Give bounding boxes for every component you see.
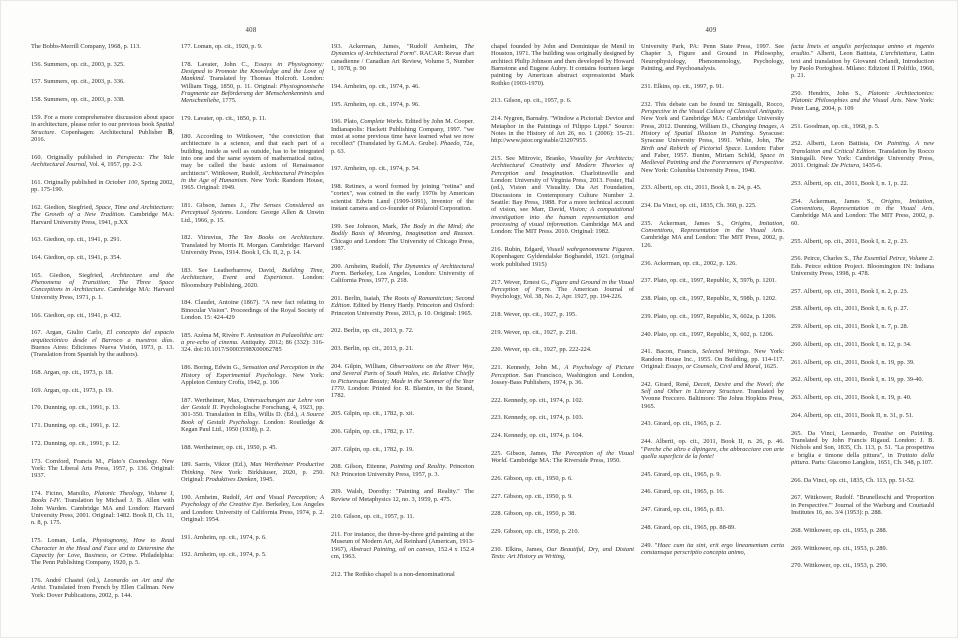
note-entry: 241. Bacon, Francis, Selected Writings. New York: Random House Inc., 1955. On Building, pp. 114-117. Original: Essays, or Counsels, Civil and Moral, 1625. — [641, 348, 784, 370]
notes-column — [791, 43, 934, 629]
note-entry: 156. Summers, op. cit., 2003, p. 325. — [31, 60, 125, 68]
note-entry: 216. Rubin, Edgard, Visuell wahrgenommene Figuren. Kopenhagen: Gyldendalske Boghandel, 1921. (original work published 1915) — [491, 246, 634, 268]
notes-column — [331, 43, 474, 629]
note-entry: 164. Giedion, op. cit., 1941, p. 354. — [31, 254, 122, 262]
note-entry: 229. Gibson, op. cit., 1950, p. 210. — [491, 528, 580, 536]
note-entry: 191. Arnheim, op. cit., 1974, p. 6. — [181, 533, 267, 541]
note-entry: 215. See Mitrovic, Branko, Visuality for Architects; Architectural Creativity and Modern Theories of Perception and Imagination. Charlottesville and London: University of Virginia Press, 2013. Foster, Hal (ed.), Vision and Visuality. Dia Art Foundation, Discussions in Contemporary Culture Number 2. Seattle: Bay Press, 1988. For a more technical account of vision, see Marr, David, Vision; A computational investigation into the human representation and processing of visual information. Cambridge MA and London: The MIT Press. 2010. Original: 1982. — [491, 154, 634, 236]
note-entry: 204. Gilpin, William, Observations on the River Wye, and Several Parts of South Wales, etc. Relative Chiefly to Picturesque Beauty; Made in the Summer of the Year 1770. London: Printed for. R. Blamire, in the Strand, 1782. — [331, 362, 474, 400]
note-entry: 205. Gilpin, op. cit., 1782, p. xii. — [331, 410, 415, 418]
note-entry: 235. Ackerman, James S., Origins, Imitation, Conventions, Representation in the Visual Arts. Cambridge MA and London: The MIT Press, 2002, p. 126. — [641, 219, 784, 249]
note-entry: 213. Gilson, op. cit., 1957, p. 6. — [491, 97, 572, 105]
note-entry: 173. Cornford, Francis M., Plato's Cosmology. New York: The Liberal Arts Press, 1957, p. 136. Original: 1937. — [31, 457, 174, 480]
note-entry: 175. Loman, Leila, Physiognomy, How to Read Character in the Head and Face and to Determine the Capacity for Love, Business, or Crime. Philadelphia: The Penn Publishing Company, 1920, p. 5. — [31, 537, 174, 567]
note-entry: 174. Ficino, Marsilio, Platonic Theology, Volume I, Books I-IV. Translation by Michael J. B. Allen with John Warden. Cambridge MA and London: Harvard University Press, 2001. Original: 1482. Book II, Ch. 11, n. 8, p. 175. — [31, 490, 174, 527]
notes-column — [181, 43, 324, 629]
note-entry: 219. Wever, op. cit., 1927, p. 218. — [491, 328, 577, 336]
page-408 — [29, 1, 477, 639]
note-entry: 188. Wertheimer, op. cit., 1950, p. 45. — [181, 443, 278, 451]
note-entry: 259. Alberti, op. cit., 2011, Book I, n. 7, p. 28. — [791, 323, 909, 331]
note-entry: 222. Kennedy, op. cit., 1974, p. 102. — [491, 396, 584, 404]
note-entry: 177. Loman, op. cit., 1920, p. 9. — [181, 43, 263, 50]
notes-column — [641, 43, 784, 629]
note-entry: 168. Argan, op. cit., 1973, p. 18. — [31, 369, 113, 377]
note-entry: 236. Ackerman, op. cit., 2002, p. 126. — [641, 259, 737, 267]
note-entry: 194. Arnheim, op. cit., 1974, p. 46. — [331, 82, 420, 90]
note-entry: 260. Alberti, op. cit., 2011, Book I, n. 12, p. 34. — [791, 340, 912, 348]
note-entry: 160. Originally published in Perspecta: The Yale Architectural Journal, Vol. 4, 1957, pp. 2-3. — [31, 153, 174, 169]
publisher-b-logo: B — [167, 127, 173, 136]
note-entry: 257. Alberti, op. cit., 2011, Book I, n. 2, p. 23. — [791, 287, 909, 295]
note-entry: 263. Alberti, op. cit., 2011, Book I, n. 19, p. 40. — [791, 394, 912, 402]
note-entry: 186. Boring, Edwin G., Sensation and Perception in the History of Experimental Psychology. New York: Appleton Century Crofts, 1942, p. 106 — [181, 364, 324, 386]
note-entry: 193. Ackerman, James, "Rudolf Arnheim, The Dynamics of Architectural Form". RACAR: Revue d'art canadienne / Canadian Art Review, Volume 5, Number 1, 1978, p. 90 — [331, 43, 474, 73]
note-entry: 249. "Haec cum ita sint, erit ergo lineamentum certa constansque perscriptio concepta animo, — [641, 541, 784, 556]
note-entry: 255. Alberti, op. cit., 2011, Book I, n. 2, p. 23. — [791, 237, 909, 245]
note-entry: 262. Alberti, op. cit., 2011, Book I, n. 19, pp. 39-40. — [791, 376, 924, 384]
note-entry: 202. Berlin, op. cit., 2013, p. 72. — [331, 327, 414, 335]
note-entry: 197. Arnheim, op. cit., 1974, p. 54. — [331, 165, 420, 173]
note-entry: 217. Wever, Ernest G., Figure and Ground in the Visual Perception of Form. The American Journal of Psychology, Vol. 38, No. 2, Apr. 1927, pp. 194-226. — [491, 278, 634, 301]
note-entry: 190. Arnheim, Rudolf, Art and Visual Perception; A Psychology of the Creative Eye. Berkeley, Los Angeles and London: University of California Press, 1974, p. 2. Original: 1954. — [181, 493, 324, 523]
note-entry: 256. Peirce, Charles S., The Essential Peirce, Volume 2. Eds. Peirce edition Project. Bloomington IN: Indiana University Press, 1998, p. 478. — [791, 255, 934, 277]
note-entry: 187. Wertheimer, Max, Untersuchungen zur Lehre von der Gestalt II. Psychologische Forschung, 4, 1923, pp. 301-350. Translation in Ellis, Willis D. (Ed.), A Source Book of Gestalt Psychology. London: Routledge & Kegan Paul Ltd., 1950 (1938), p. 2. — [181, 396, 324, 433]
note-entry: 258. Alberti, op. cit., 2011, Book I, n. 6, p. 27. — [791, 305, 909, 313]
note-entry: 170. Dunning, op. cit., 1991, p. 13. — [31, 404, 120, 412]
page-number-left: 408 — [245, 27, 257, 34]
note-entry: 201. Berlin, Isaiah, The Roots of Romanticism; Second Edition. Edited by Henry Hardy. Princeton and Oxford: Princeton University Press, 2013, p. 10. Original: 1965. — [331, 295, 474, 317]
note-entry: 212. The Rothko chapel is a non-denominational — [331, 570, 455, 578]
note-entry: 264. Alberti, op. cit., 2011, Book II, n. 31, p. 51. — [791, 411, 914, 419]
note-entry: 266. Da Vinci, op. cit., 1835, Ch. 113, pp. 51-52. — [791, 476, 915, 484]
note-entry: The Bobbs-Merrill Company, 1968, p. 113. — [31, 43, 141, 50]
note-entry: 180. According to Wittkower, "the conviction that architecture is a science, and that each part of a building, inside as well as outside, has to be integrated into one and the same system of mathematical ratios, may be called the basic axiom of Renaissance architects". Wittkower, Rudolf, Architectural Principles in the Age of Humanism. New York: Random House, 1965. Original: 1949. — [181, 132, 324, 192]
note-entry: 233. Alberti, op. cit., 2011, Book I, n. 24, p. 45. — [641, 184, 762, 192]
note-entry: 214. Nygren, Barnaby. "Window a Pictorial: Device and Metaphor in the Paintings of Filippo Lippi." Source: Notes in the History of Art 26, no. 1 (2006): 15–21. http://www.jstor.org/stable/23207955. — [491, 115, 634, 145]
note-entry: 244. Alberti, op. cit., 2011, Book II, n. 26, p. 46. "Perche che altro e dipingere, che abbracciare con arte quella superficie de la fonte! — [641, 438, 784, 460]
note-entry: 221. Kennedy, John M., A Psychology of Picture Perception. San Francisco, Washington and London, Jossey-Bass Publishers, 1974, p. 36. — [491, 364, 634, 386]
note-entry: 184. Claudet, Antoine (1867). "A new fact relating to Binocular Vision". Proceedings of the Royal Society of London. 15: 424-429 — [181, 299, 324, 322]
note-entry: 209. Walsh, Dorothy: "Painting and Reality." The Review of Metaphysics 12, no. 3, 1959, p. 475. — [331, 488, 474, 503]
note-entry: 251. Goodman, op. cit., 1968, p. 5. — [791, 122, 880, 130]
note-entry: chapel founded by John and Dominique de Menil in Houston, 1971. The building was originally designed by architect Philip Johnson and then developed by Howard Barnstone and Eugene Aubry. It contains fourteen large painting by American abstract expressionist Mark Rothko (1903-1970). — [491, 43, 634, 87]
note-entry: University Park, PA: Penn State Press, 1997. See Chapter 3, Figure and Ground in Philosophy, Neurophysiology, Phenomenology, Psychology, Painting, and Psychoanalysis. — [641, 43, 784, 73]
note-entry: 234. Da Vinci, op. cit., 1835, Ch. 360, p. 225. — [641, 202, 757, 210]
note-entry: 196. Plato, Complete Works. Edited by John M. Cooper. Indianapolis: Hackett Publishing Company, 1997. "we must at some previous time have learned what we now recollect" (Translated by G.M.A. Grube). Phaedo, 72e, p. 63. — [331, 118, 474, 155]
page-409 — [489, 1, 937, 639]
note-entry: 226. Gibson, op. cit., 1950, p. 6. — [491, 474, 573, 482]
notes-column — [31, 43, 174, 629]
note-entry: 270. Wittkower, op. cit., 1953, p. 290. — [791, 562, 888, 570]
note-entry: 211. For instance, the three-by-three grid painting at the Museum of Modern Art, Ad Reinhard (American, 1913-1967), Abstract Painting, oil on canvas, 152.4 x 152.4 cm, 1963. — [331, 531, 474, 561]
note-entry: 261. Alberti, op. cit., 2011, Book I, n. 19, pp. 39. — [791, 358, 915, 366]
note-entry: 224. Kennedy, op. cit., 1974, p. 104. — [491, 432, 584, 440]
note-entry: 161. Originally published in October 100, Spring 2002, pp. 175-190. — [31, 178, 174, 194]
note-entry: 195. Arnheim, op. cit., 1974, p. 96. — [331, 100, 420, 108]
note-entry: 158. Summers, op. cit., 2003, p. 338. — [31, 96, 125, 104]
note-entry: 253. Alberti, op. cit., 2011, Book I, n. 1, p. 22. — [791, 180, 909, 188]
notes-column — [491, 43, 634, 629]
note-entry: 228. Gibson, op. cit., 1950, p. 38. — [491, 510, 576, 518]
note-entry: 171. Dunning, op. cit., 1991, p. 12. — [31, 422, 120, 430]
note-entry: 172. Dunning, op. cit., 1991, p. 12. — [31, 439, 120, 447]
note-entry: 267. Wittkower, Rudolf. "Brunelleschi and 'Proportion in Perspective.'" Journal of the Warburg and Courtauld Institutes 16, no. 3/4 (1953): p. 288. — [791, 494, 934, 517]
note-entry: 237. Plato, op. cit., 1997, Republic, X, 597b, p. 1201. — [641, 277, 777, 285]
note-entry: 231. Elkins, op. cit., 1997, p. 91. — [641, 82, 724, 90]
note-entry: 179. Lavater, op. cit., 1850, p. 11. — [181, 115, 267, 123]
note-entry: 166. Giedion, op. cit., 1941, p. 432. — [31, 311, 122, 319]
note-entry: 192. Arnheim, op. cit., 1974, p. 5. — [181, 551, 267, 559]
note-entry: 220. Wever, op. cit., 1927, pp. 222-224. — [491, 346, 592, 354]
note-entry: 225. Gibson, James, The Perception of the Visual World. Cambridge MA: The Riverside Press, 1950. — [491, 449, 634, 465]
note-entry: 245. Girard, op. cit., 1965, p. 9. — [641, 470, 721, 478]
note-entry: 243. Girard, op. cit., 1965, p. 2. — [641, 420, 721, 428]
note-entry: 199. See Johnson, Mark, The Body in the Mind; the Bodily Basis of Meaning, Imagination and Reason. Chicago and London: The University of Chicago Press, 1987. — [331, 222, 474, 252]
note-entry: 242. Girard, René, Deceit, Desire and the Novel; the Self and Other in Literary Structure. Translated by Yvonne Freccero. Baltimore: The Johns Hopkins Press, 1965. — [641, 380, 784, 410]
note-entry: 246. Girard, op. cit., 1965, p. 16. — [641, 488, 725, 496]
note-entry: 223. Kennedy, op. cit., 1974, p. 103. — [491, 414, 584, 422]
note-entry: 227. Gibson, op. cit., 1950, p. 9. — [491, 492, 573, 500]
note-entry: 198. Retinex, a word formed by joining "retina" and "cortex", was coined in the early 1970s by American scientist Edwin Land (1909-1991), inventor of the instant camera and co-founder of Polaroid Corporation. — [331, 183, 474, 213]
note-entry: 265. Da Vinci, Leonardo, Treatise on Painting. Translated by John Francis Rigaud. London: J. B. Nichols and Son, 1835, Ch. 113, p. 51. "La prospettiva e briglia e timone della pittura", in Trattato della pittura. Paris: Giacomo Langlois, 1651, Ch. 348, p.107. — [791, 429, 934, 466]
note-entry: 232. This debate can be found in: Sinisgalli, Rocco, Perspective in the Visual Culture of Classical Antiquity. New York and Cambridge MA: Cambridge University Press, 2012. Dunning, William D., Changing Images, A History of Spatial Illusion in Painting. Syracuse: Syracuse University Press, 1991. White, John, The Birth and Rebirth of Pictorial Space. London: Faber and Faber, 1957. Bunim, Miriam Schild, Space in Medieval Painting and the Forerunners of Perspective. New York: Columbia University Press, 1940. — [641, 100, 784, 174]
note-entry: 189. Sarris, Viktor (Ed.), Max Wertheimer Productive Thinking. New York: Birkhäuser, 2020, p. 250. Original: Produktives Denken, 1945. — [181, 461, 324, 484]
note-entry: 268. Wittkower, op. cit., 1953, p. 288. — [791, 526, 888, 534]
page-number-right: 409 — [705, 27, 717, 34]
note-entry: 169. Argan, op. cit., 1973, p. 19. — [31, 386, 113, 394]
note-entry: 240. Plato, op. cit., 1997, Republic, X, 602, p. 1206. — [641, 330, 774, 338]
note-entry: 167. Argan, Giulio Carlo, El concepto del espacio arquitectónico desde el Barroco a nuestros días. Buenos Aires: Ediciones Nueva Visión, 1973, p. 13. (Translation from Spanish by the authors). — [31, 329, 174, 359]
note-entry: 181. Gibson, James J., The Senses Considered as Perceptual Systems. London: George Allen & Unwin Ltd., 1966, p. 15. — [181, 202, 324, 224]
note-entry: 254. Ackerman, James S., Origins, Imitation, Conventions, Representation in the Visual Arts. Cambridge MA and London: The MIT Press, 2002, p. 60. — [791, 197, 934, 227]
note-entry: 159. For a more comprehensive discussion about space in architecture, please refer to our previous book Spatial Structure. Copenhagen: Architectural Publisher B, 2016. — [31, 113, 174, 143]
note-entry: 176. André Chastel (ed.), Leonardo on Art and the Artist. Translated from French by Ellen Callman. New York: Dover Publications, 2002, p. 144. — [31, 576, 174, 599]
note-entry: 162. Giedion, Siegfried, Space, Time and Architecture: The Growth of a New Tradition. Cambridge MA: Harvard University Press, 1941, p.XX — [31, 203, 174, 226]
note-entry: 182. Vitruvius, The Ten Books on Architecture. Translated by Morris H. Morgan. Cambridge: Harvard University Press, 1914. Book I, Ch. II, 2, p. 14. — [181, 234, 324, 257]
note-entry: 252. Alberti, Leon Battista, On Painting. A new Translation and Critical Edition. Translation by Rocco Sinisgalli. New York: Cambridge University Press, 2011. Original: De Pictura, 1435-6. — [791, 140, 934, 170]
note-entry: 208. Gilson, Etienne, Painting and Reality. Princeton NJ: Princeton University Press, 1957, p. 3. — [331, 463, 474, 478]
note-entry: 203. Berlin, op. cit., 2013, p. 21. — [331, 345, 414, 353]
note-entry: 206. Gilpin, op. cit., 1782, p. 17. — [331, 427, 414, 435]
note-entry: 163. Giedion, op. cit., 1941, p. 291. — [31, 236, 122, 244]
note-entry: 230. Elkins, James, Our Beautiful, Dry, and Distant Texts: Art History as Writing, — [491, 545, 634, 561]
note-entry: 165. Giedion, Siegfried, Architecture and the Phenomena of Transition; The Three Space Conceptions in Architecture. Cambridge MA: Harvard University Press, 1971, p. 1. — [31, 271, 174, 301]
note-entry: 247. Girard, op. cit., 1965, p. 83. — [641, 506, 725, 514]
note-entry: 269. Wittkower, op. cit., 1953, p. 289. — [791, 544, 888, 552]
note-entry: 185. Azéma M, Rivère F. Animation in Palaeolithic art: a pre-echo of cinema. Antiquity. 2012; 86 (332): 316-324. doi:10.1017/S0003598X00062785 — [181, 331, 324, 354]
note-entry: 248. Girard, op. cit., 1965, pp. 88-89. — [641, 523, 736, 531]
note-entry: 218. Wever, op. cit., 1927, p. 195. — [491, 310, 577, 318]
note-entry: facta lineis et angulis perfectaque animo et ingenio erudito." Alberti, Leon Battista, L'architettura, Latin text and translation by Giovanni Orlandi, Introduction by Paolo Portoghesi. Milano: Edizioni Il Polifilo, 1966, p. 21. — [791, 43, 934, 80]
note-entry: 200. Arnheim, Rudolf, The Dynamics of Architectural Form. Berkeley, Los Angeles, London: University of California Press, 1977, p. 218. — [331, 262, 474, 285]
note-entry: 250. Hendrix, John S., Platonic Architectonics: Platonic Philosophies and the Visual Arts. New York: Peter Lang, 2004, p. 109 — [791, 90, 934, 112]
note-entry: 157. Summers, op. cit., 2003, p. 336. — [31, 78, 125, 86]
note-entry: 239. Plato, op. cit., 1997, Republic, X, 602a, p. 1206. — [641, 312, 777, 320]
note-entry: 210. Gilson, op. cit., 1957, p. 11. — [331, 513, 415, 521]
note-entry: 178. Lavater, John C., Essays in Physiognomy: Designed to Promote the Knowledge and the Love of Mankind. Translated by Thomas Holcroft. London: William Tegg, 1850, p. 11. Original: Physiognomische Fragmente zur Beförderung der Menschenkenntnis und Menschenliebe, 1775. — [181, 60, 324, 105]
note-entry: 207. Gilpin, op. cit., 1782, p. 19. — [331, 445, 414, 453]
note-entry: 238. Plato, op. cit., 1997, Republic, X, 598b, p. 1202. — [641, 295, 777, 303]
note-entry: 183. See Leatherbarrow, David, Building Time, Architecture, Event and Experience. London: Bloomsbury Publishing, 2020. — [181, 266, 324, 289]
